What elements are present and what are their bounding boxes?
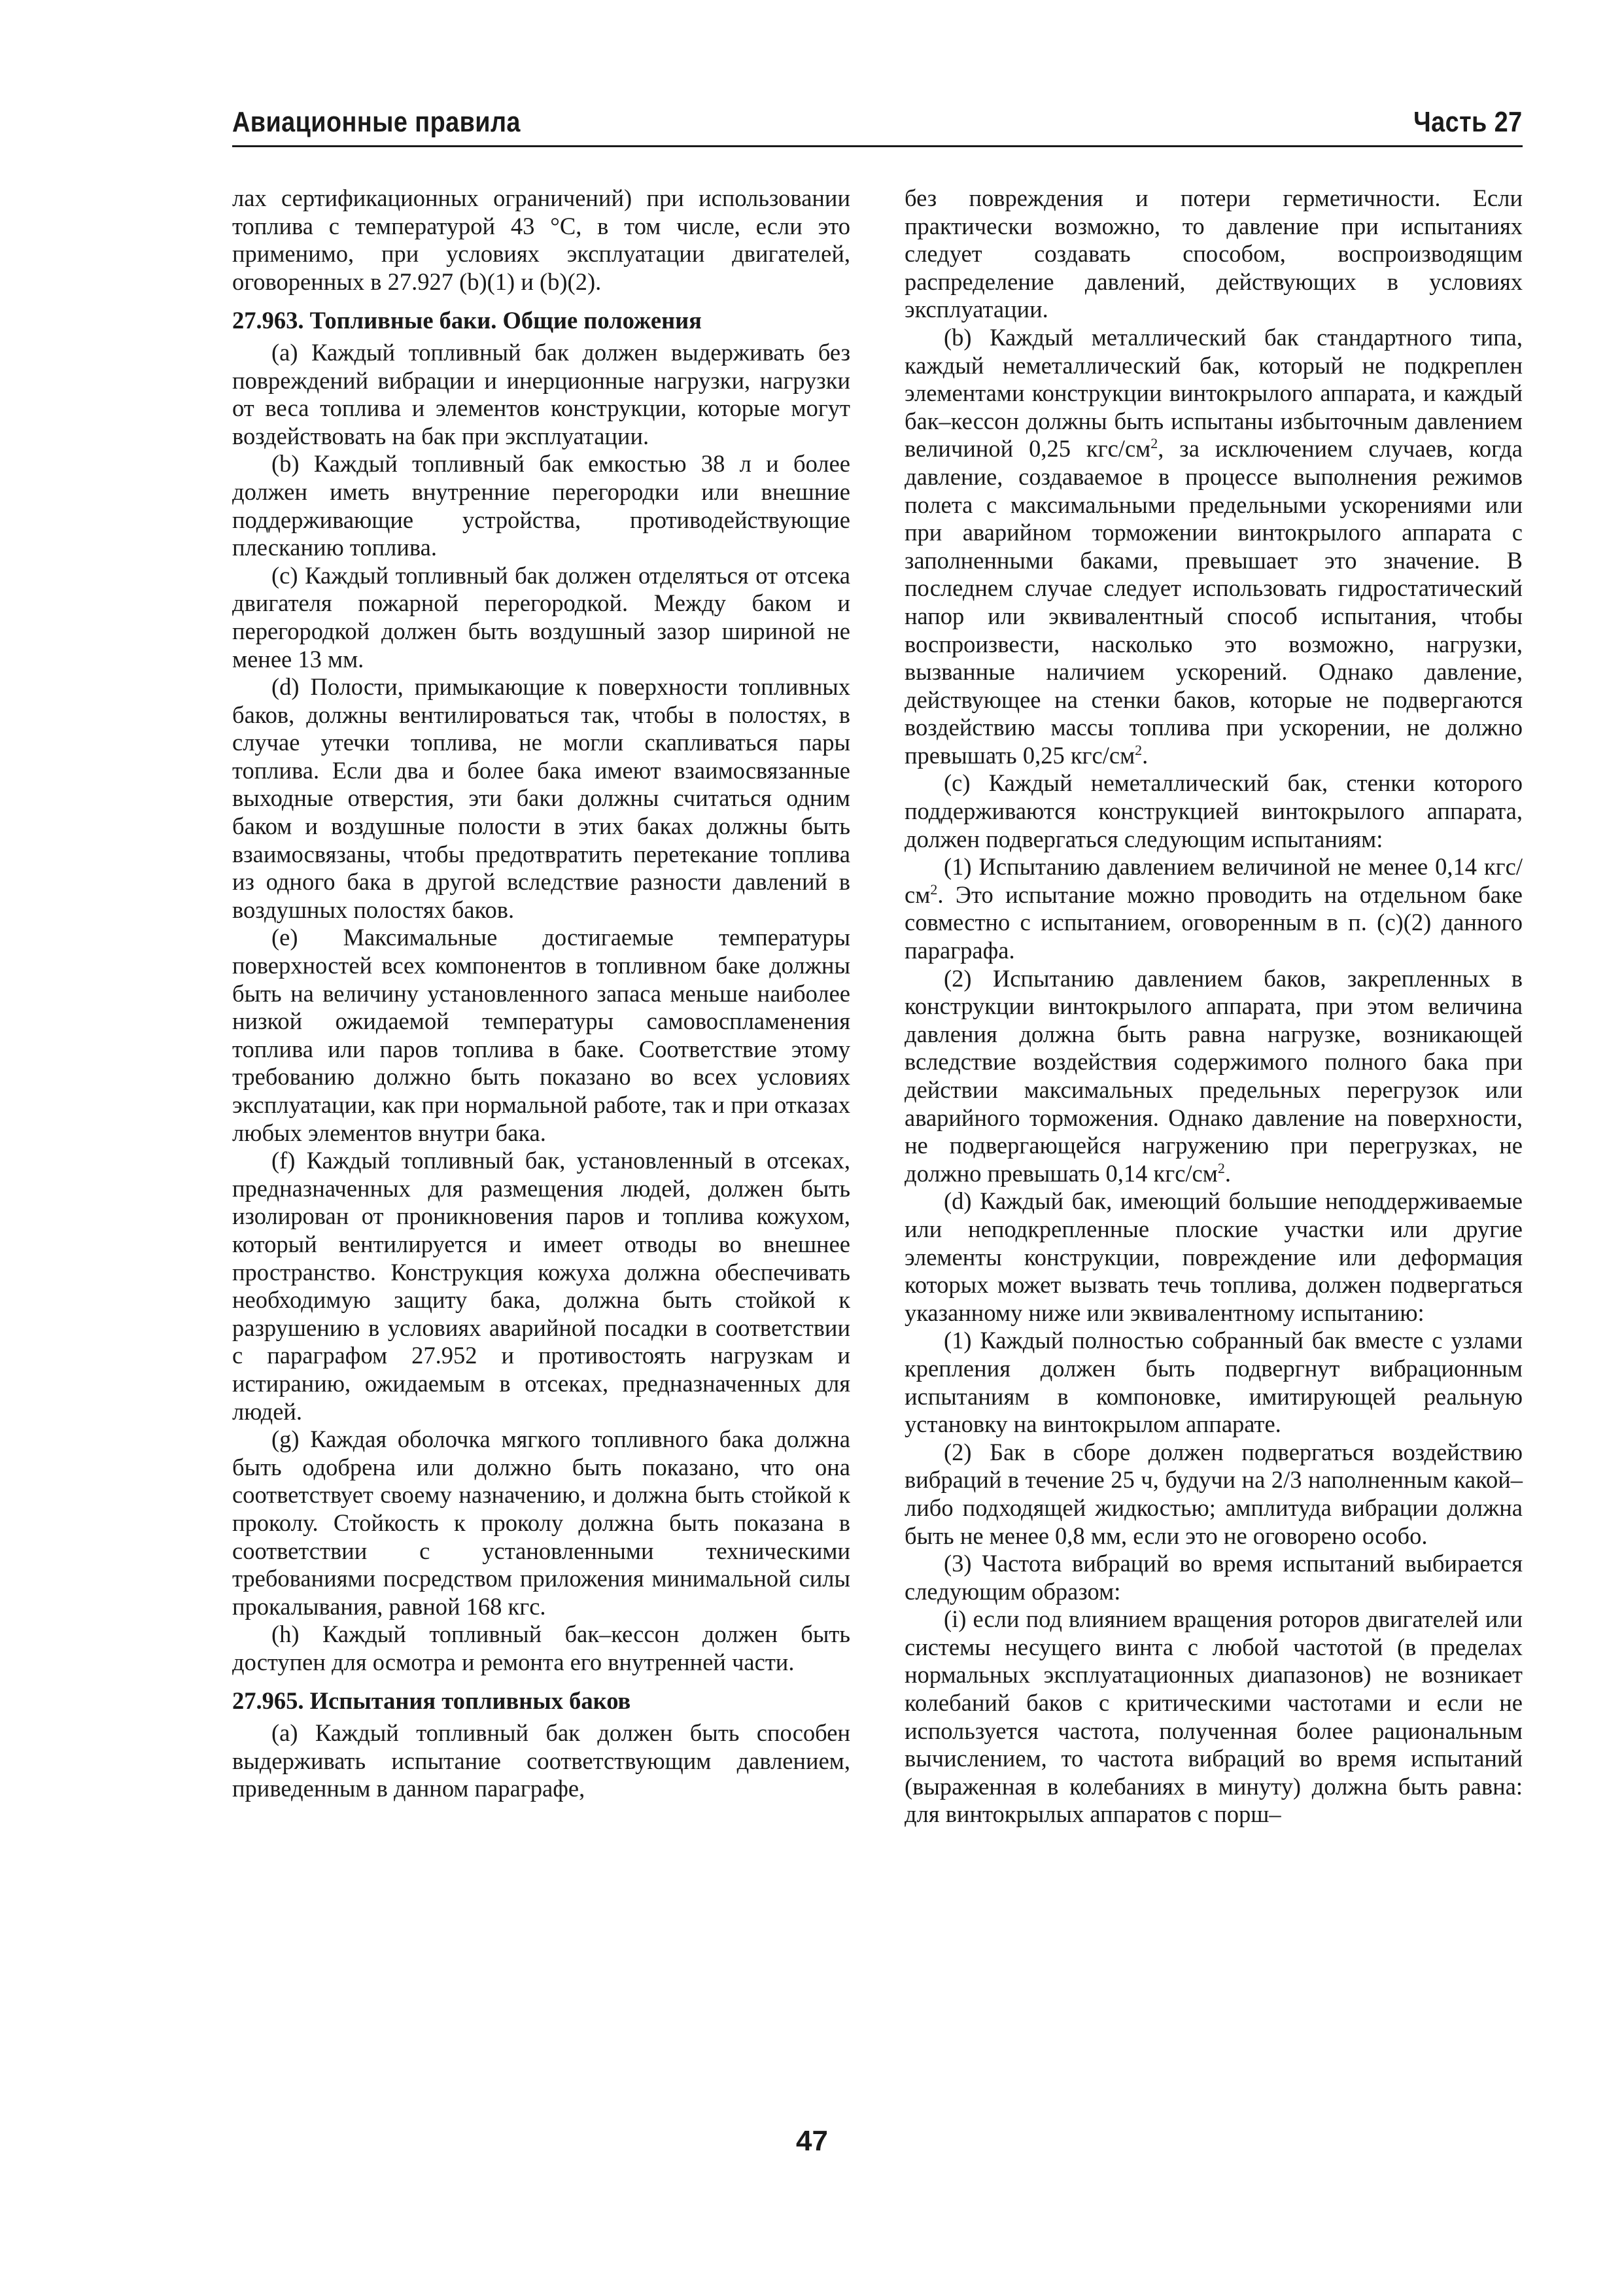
paragraph-965-c: (c) Каждый неметаллический бак, стенки которого поддерживаются конструкцией винтокрылого аппарата, должен подвергаться следующим испытаниям: bbox=[905, 769, 1523, 852]
section-heading-27-965: 27.965. Испытания топливных баков bbox=[232, 1687, 631, 1715]
page-number: 47 bbox=[796, 2125, 828, 2157]
text-run: . bbox=[1224, 1159, 1231, 1187]
right-column bbox=[905, 184, 1523, 1829]
paragraph-963-a: (а) Каждый топливный бак должен выдерживать без повреждений вибрации и инерционные нагрузки, нагрузки от веса топлива и элементов конструкции, которые могут воздействовать на бак при эксплуатации. bbox=[232, 338, 850, 449]
paragraph-963-h: (h) Каждый топливный бак–кессон должен быть доступен для осмотра и ремонта его внутренней части. bbox=[232, 1621, 850, 1675]
paragraph-965-d-1: (1) Каждый полностью собранный бак вместе с узлами крепления должен быть подвергнут вибрационным испытаниям в компоновке, имитирующей реальную установку на винтокрылом аппарате. bbox=[905, 1327, 1523, 1438]
superscript: 2 bbox=[930, 881, 938, 898]
paragraph-963-e: (e) Максимальные достигаемые температуры поверхностей всех компонентов в топливном баке должны быть на величину установленного запаса меньше наиболее низкой ожидаемой температуры самовоспламенения топлива или паров топлива в баке. Соответствие этому требованию должно быть показано во всех условиях эксплуатации, как при нормальной работе, так и при отказах любых элементов внутри бака. bbox=[232, 924, 850, 1146]
superscript: 2 bbox=[1150, 435, 1158, 452]
paragraph-963-b: (b) Каждый топливный бак емкостью 38 л и более должен иметь внутренние перегородки или внешние поддерживающие устройства, противодействующие плесканию топлива. bbox=[232, 450, 850, 561]
paragraph-965-b bbox=[905, 324, 1523, 770]
text-run: . Это испытание можно проводить на отдельном баке совместно с испытанием, оговоренным в п. (c)(2) данного параграфа. bbox=[905, 881, 1523, 964]
paragraph-intro: лах сертификационных ограничений) при использовании топлива с температурой 43 °С, в том числе, если это применимо, при условиях эксплуатации двигателей, оговоренных в 27.927 (b)(1) и (b)(2). bbox=[232, 184, 850, 295]
paragraph-963-g: (g) Каждая оболочка мягкого топливного бака должна быть одобрена или должно быть показано, что она соответствует своему назначению, и должна быть стойкой к проколу. Стойкость к проколу должна быть показана в соответствии с установленными техническими требованиями посредством приложения минимальной силы прокалывания, равной 168 кгс. bbox=[232, 1426, 850, 1620]
section-heading-27-963: 27.963. Топливные баки. Общие положения bbox=[232, 307, 702, 334]
paragraph-965-c-2 bbox=[905, 965, 1523, 1188]
paragraph-965-d-3: (3) Частота вибраций во время испытаний выбирается следующим образом: bbox=[905, 1550, 1523, 1605]
paragraph-965-a: (а) Каждый топливный бак должен быть способен выдерживать испытание соответствующим давлением, приведенным в данном параграфе, bbox=[232, 1719, 850, 1802]
paragraph-965-d-3-i: (i) если под влиянием вращения роторов двигателей или системы несущего винта с любой частотой (в пределах нормальных эксплуатационных диапазонов) не возникает колебаний баков с критическими частотами и если не используется частота, полученная более рациональным вычислением, то частота вибраций во время испытаний (выраженная в колебаниях в минуту) должна быть равна: для винтокрылых аппаратов с порш– bbox=[905, 1605, 1523, 1828]
paragraph-965-d: (d) Каждый бак, имеющий большие неподдерживаемые или неподкрепленные плоские участки или другие элементы конструкции, повреждение или деформация которых может вызвать течь топлива, должен подвергаться указанному ниже или эквивалентному испытанию: bbox=[905, 1187, 1523, 1326]
text-run: (2) Испытанию давлением баков, закрепленных в конструкции винтокрылого аппарата, при этом величина давления должна быть равна нагрузке, возникающей вследствие воздействия содержимого полного бака при действии максимальных предельных перегрузок или аварийного торможения. Однако давление на поверхности, не подвергающейся нагружению при перегрузках, не должно превышать 0,14 кгс/см bbox=[905, 964, 1523, 1187]
paragraph-963-d: (d) Полости, примыкающие к поверхности топливных баков, должны вентилироваться так, чтобы в полостях, в случае утечки топлива, не могли скапливаться пары топлива. Если два и более бака имеют взаимосвязанные выходные отверстия, эти баки должны считаться одним баком и воздушные полости в этих баках должны быть взаимосвязаны, чтобы предотвратить перетекание топлива из одного бака в другой вследствие разности давлений в воздушных полостях баков. bbox=[232, 673, 850, 923]
text-run: , за исключением случаев, когда давление, создаваемое в процессе выполнения режимов полета с максимальными предельными ускорениями или при аварийном торможении винтокрылого аппарата с заполненными баками, превышает это значение. В последнем случае следует использовать гидростатический напор или эквивалентный способ испытания, чтобы воспроизвести, насколько это возможно, нагрузки, вызванные наличием ускорений. Однако давление, действующее на стенки баков, которые не подвергаются воздействию массы топлива при ускорении, не должно превышать 0,25 кгс/см bbox=[905, 435, 1523, 769]
left-column bbox=[232, 184, 850, 1803]
paragraph-965-a-continued: без повреждения и потери герметичности. Если практически возможно, то давление при испытаниях следует создавать способом, воспроизводящим распределение давлений, действующих в условиях эксплуатации. bbox=[905, 184, 1523, 323]
text-run: (1) Испытанию давлением величиной не менее 0,14 кгс/см bbox=[905, 853, 1523, 908]
paragraph-965-d-2: (2) Бак в сборе должен подвергаться воздействию вибраций в течение 25 ч, будучи на 2/3 наполненным какой–либо подходящей жидкостью; амплитуда вибрации должна быть не менее 0,8 мм, если это не оговорено особо. bbox=[905, 1438, 1523, 1549]
header-title: Авиационные правила bbox=[232, 106, 521, 138]
paragraph-963-f: (f) Каждый топливный бак, установленный в отсеках, предназначенных для размещения людей, должен быть изолирован от проникновения паров и топлива кожухом, который вентилируется и имеет отводы во внешнее пространство. Конструкция кожуха должна обеспечивать необходимую защиту бака, должна быть стойкой к разрушению в условиях аварийной посадки в соответствии с параграфом 27.952 и противостоять нагрузкам и истиранию, ожидаемым в отсеках, предназначенных для людей. bbox=[232, 1147, 850, 1425]
header-part: Часть 27 bbox=[1413, 106, 1523, 138]
paragraph-965-c-1 bbox=[905, 853, 1523, 964]
paragraph-963-c: (c) Каждый топливный бак должен отделяться от отсека двигателя пожарной перегородкой. Между баком и перегородкой должен быть воздушный зазор шириной не менее 13 мм. bbox=[232, 561, 850, 673]
superscript: 2 bbox=[1135, 741, 1143, 758]
text-run: (b) Каждый металлический бак стандартного типа, каждый неметаллический бак, который не подкреплен элементами конструкции винтокрылого аппарата, и каждый бак–кессон должны быть испытаны избыточным давлением величиной 0,25 кгс/см bbox=[905, 323, 1523, 463]
superscript: 2 bbox=[1217, 1159, 1225, 1176]
text-run: . bbox=[1142, 741, 1149, 769]
running-header bbox=[232, 99, 1523, 147]
